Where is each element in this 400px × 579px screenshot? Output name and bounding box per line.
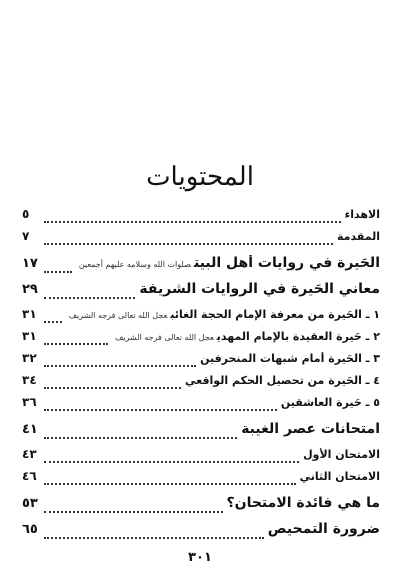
leader-dots xyxy=(44,409,277,411)
toc-entry-label-text: الحَيرة في روايات أهل البيت xyxy=(193,255,380,271)
toc-entry xyxy=(22,255,380,281)
toc-entry xyxy=(22,521,380,547)
toc-entry-label: ٤ ـ الحَيرة من تحصيل الحكم الواقعي xyxy=(185,374,380,387)
honorific-inscription: صلوات الله وسلامه عليهم أجمعين xyxy=(78,260,191,269)
toc-entry xyxy=(22,351,380,373)
toc-entry-label: المقدمة xyxy=(336,230,380,243)
leader-dots xyxy=(44,243,333,245)
leader-dots xyxy=(44,343,108,345)
toc-entry-page: ٥ xyxy=(22,207,30,221)
leader-dots xyxy=(44,437,237,439)
leader-dots xyxy=(44,511,223,513)
leader-dots xyxy=(44,365,196,367)
toc-entry xyxy=(22,281,380,307)
leader-dots xyxy=(44,483,296,485)
toc-title: المحتويات xyxy=(146,162,254,192)
toc-entry-label: ٣ ـ الحَيرة أمام شبهات المنحرفين xyxy=(200,352,380,365)
toc-entry-page: ٢٩ xyxy=(22,282,38,297)
toc-entry-label-text: ١ ـ الحَيرة من معرفة الإمام الحجة الغائب xyxy=(170,308,380,321)
toc-entry xyxy=(22,329,380,351)
toc-entry-label: الامتحان الأول xyxy=(303,448,380,461)
leader-dots xyxy=(44,537,264,539)
toc-entry-label: ٥ ـ حَيرة العاشقين xyxy=(280,396,380,409)
toc-entry xyxy=(22,469,380,491)
toc-entry xyxy=(22,421,380,447)
toc-entry-label: ما هي فائدة الامتحان؟ xyxy=(226,495,380,511)
toc-entry-page: ١٧ xyxy=(22,256,38,271)
toc-entry-label-text: ٢ ـ حَيرة العقيدة بالإمام المهدي xyxy=(216,330,380,343)
leader-dots xyxy=(44,221,341,223)
toc-entry xyxy=(22,229,380,251)
toc-entry-label: الاهداء xyxy=(344,208,380,221)
toc-entry xyxy=(22,207,380,229)
leader-dots xyxy=(44,297,135,299)
toc-entry-page: ٥٣ xyxy=(22,496,38,511)
toc-entry-page: ٣١ xyxy=(22,329,37,343)
toc-list xyxy=(22,207,380,547)
toc-entry xyxy=(22,447,380,469)
toc-entry-label xyxy=(112,330,380,343)
toc-entry-label: ضرورة التمحيص xyxy=(267,521,380,537)
leader-dots xyxy=(44,387,181,389)
toc-entry-label xyxy=(76,255,380,271)
toc-entry-page: ٣٤ xyxy=(22,373,37,387)
toc-entry-label: معاني الحَيرة في الروايات الشريفة xyxy=(139,281,380,297)
leader-dots xyxy=(44,321,62,323)
leader-dots xyxy=(44,461,299,463)
honorific-inscription: عجل الله تعالى فرجه الشريف xyxy=(68,311,168,320)
toc-entry-page: ٣٦ xyxy=(22,395,37,409)
toc-entry-page: ٣١ xyxy=(22,307,37,321)
toc-entry-page: ٧ xyxy=(22,229,30,243)
toc-entry-page: ٦٥ xyxy=(22,522,38,537)
toc-entry-label: الامتحان الثاني xyxy=(299,470,380,483)
toc-entry xyxy=(22,373,380,395)
toc-entry-page: ٣٢ xyxy=(22,351,37,365)
leader-dots xyxy=(44,271,72,273)
honorific-inscription: عجل الله تعالى فرجه الشريف xyxy=(115,333,214,342)
toc-entry-label xyxy=(66,308,380,321)
page-number: ٣٠١ xyxy=(188,550,212,565)
toc-entry-page: ٤١ xyxy=(22,422,38,437)
toc-entry xyxy=(22,395,380,417)
toc-entry-page: ٤٣ xyxy=(22,447,37,461)
toc-entry xyxy=(22,307,380,329)
toc-entry-label: امتحانات عصر الغيبة xyxy=(241,421,380,437)
toc-entry-page: ٤٦ xyxy=(22,469,37,483)
toc-entry xyxy=(22,495,380,521)
